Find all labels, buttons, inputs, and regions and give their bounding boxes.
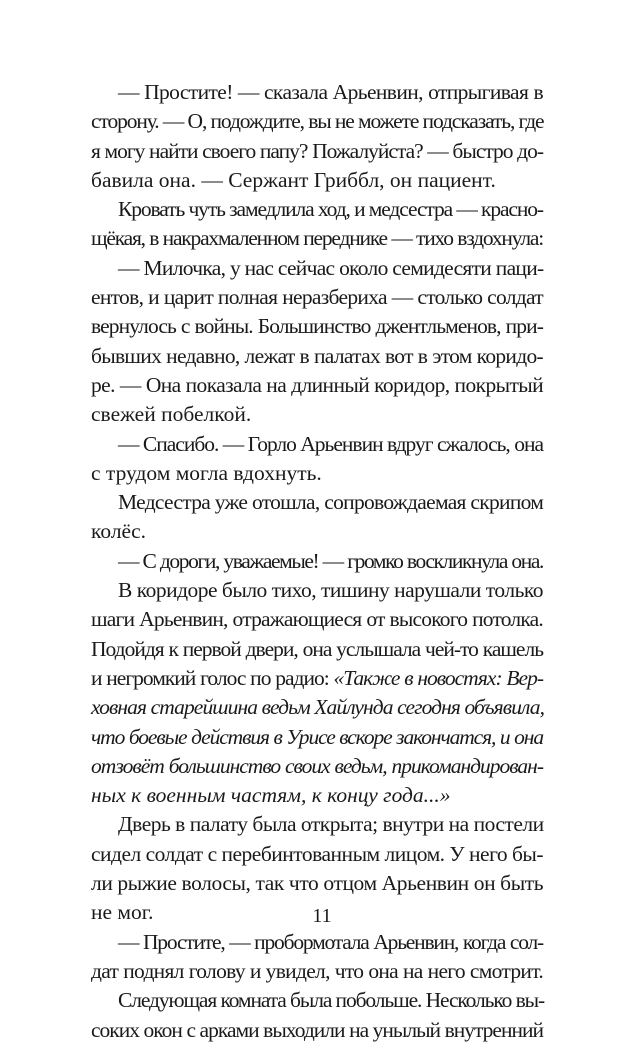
- text-line: что боевые действия в Урисе вскоре закончатся, и она: [91, 724, 543, 749]
- text-line: ных к военным частям, к концу года...»: [91, 783, 451, 808]
- text-line: ховная старейшина ведьм Хайлунда сегодня объявила,: [91, 695, 545, 720]
- text-line: отзовёт большинство своих ведьм, прикомандирован-: [91, 753, 543, 778]
- text-line: — Простите! — сказала Арьенвин, отпрыгивая в: [118, 80, 543, 104]
- text-line: Кровать чуть замедлила ход, и медсестра — красно-: [118, 197, 543, 222]
- text-line-mixed: [91, 664, 543, 693]
- text-line: я могу найти своего папу? Пожалуйста? — быстро до-: [91, 138, 543, 163]
- text-line: Следующая комната была побольше. Несколько вы-: [118, 988, 545, 1013]
- text-line: бавила она. — Сержант Гриббл, он пациент.: [91, 167, 496, 192]
- text-line: — Спасибо. — Горло Арьенвин вдруг сжалось, она: [118, 431, 543, 456]
- text-line: щёкая, в накрахмаленном переднике — тихо вздохнула:: [91, 226, 543, 251]
- text-line: Дверь в палату была открыта; внутри на постели: [118, 812, 544, 837]
- text-line: бывших недавно, лежат в палатах вот в этом коридо-: [91, 343, 543, 368]
- page-number: 11: [312, 905, 332, 927]
- text-line: колёс.: [91, 519, 147, 544]
- text-line: В коридоре было тихо, тишину нарушали только: [118, 578, 543, 603]
- text-line: ли рыжие волосы, так что отцом Арьенвин он быть: [91, 871, 544, 896]
- text-line-mixed-italic: «Также в новостях: Вер-: [333, 665, 543, 690]
- text-line: вернулось с войны. Большинство джентльменов, при-: [91, 314, 543, 339]
- text-line-mixed-normal: и негромкий голос по радио:: [91, 665, 334, 690]
- text-line: Медсестра уже отошла, сопровождаемая скрипом: [118, 490, 544, 515]
- text-line: ентов, и царит полная неразбериха — столько солдат: [91, 285, 543, 310]
- text-line: дат поднял голову и увидел, что она на него смотрит.: [91, 958, 543, 983]
- text-line: — Милочка, у нас сейчас около семидесяти паци-: [118, 255, 544, 280]
- text-line: шаги Арьенвин, отражающиеся от высокого потолка.: [91, 607, 543, 632]
- page-body-text: [91, 78, 543, 1045]
- text-line: свежей побелкой.: [91, 402, 252, 427]
- text-lines-group-2: [91, 693, 543, 1045]
- text-line: ре. — Она показала на длинный коридор, покрытый: [91, 372, 543, 397]
- text-line: не мог.: [91, 900, 154, 925]
- text-line: сторону. — О, подождите, вы не можете подсказать, где: [91, 109, 544, 134]
- text-line: — Простите, — пробормотала Арьенвин, когда сол-: [118, 929, 543, 954]
- text-line: Подойдя к первой двери, она услышала чей-то кашель: [91, 636, 543, 661]
- text-line: — С дороги, уважаемые! — громко воскликнула она.: [118, 548, 543, 573]
- text-lines-group-1: [91, 78, 543, 664]
- text-line: сидел солдат с перебинтованным лицом. У него бы-: [91, 841, 544, 866]
- text-line: соких окон с арками выходили на унылый внутренний: [91, 1017, 543, 1042]
- text-line: с трудом могла вдохнуть.: [91, 460, 322, 485]
